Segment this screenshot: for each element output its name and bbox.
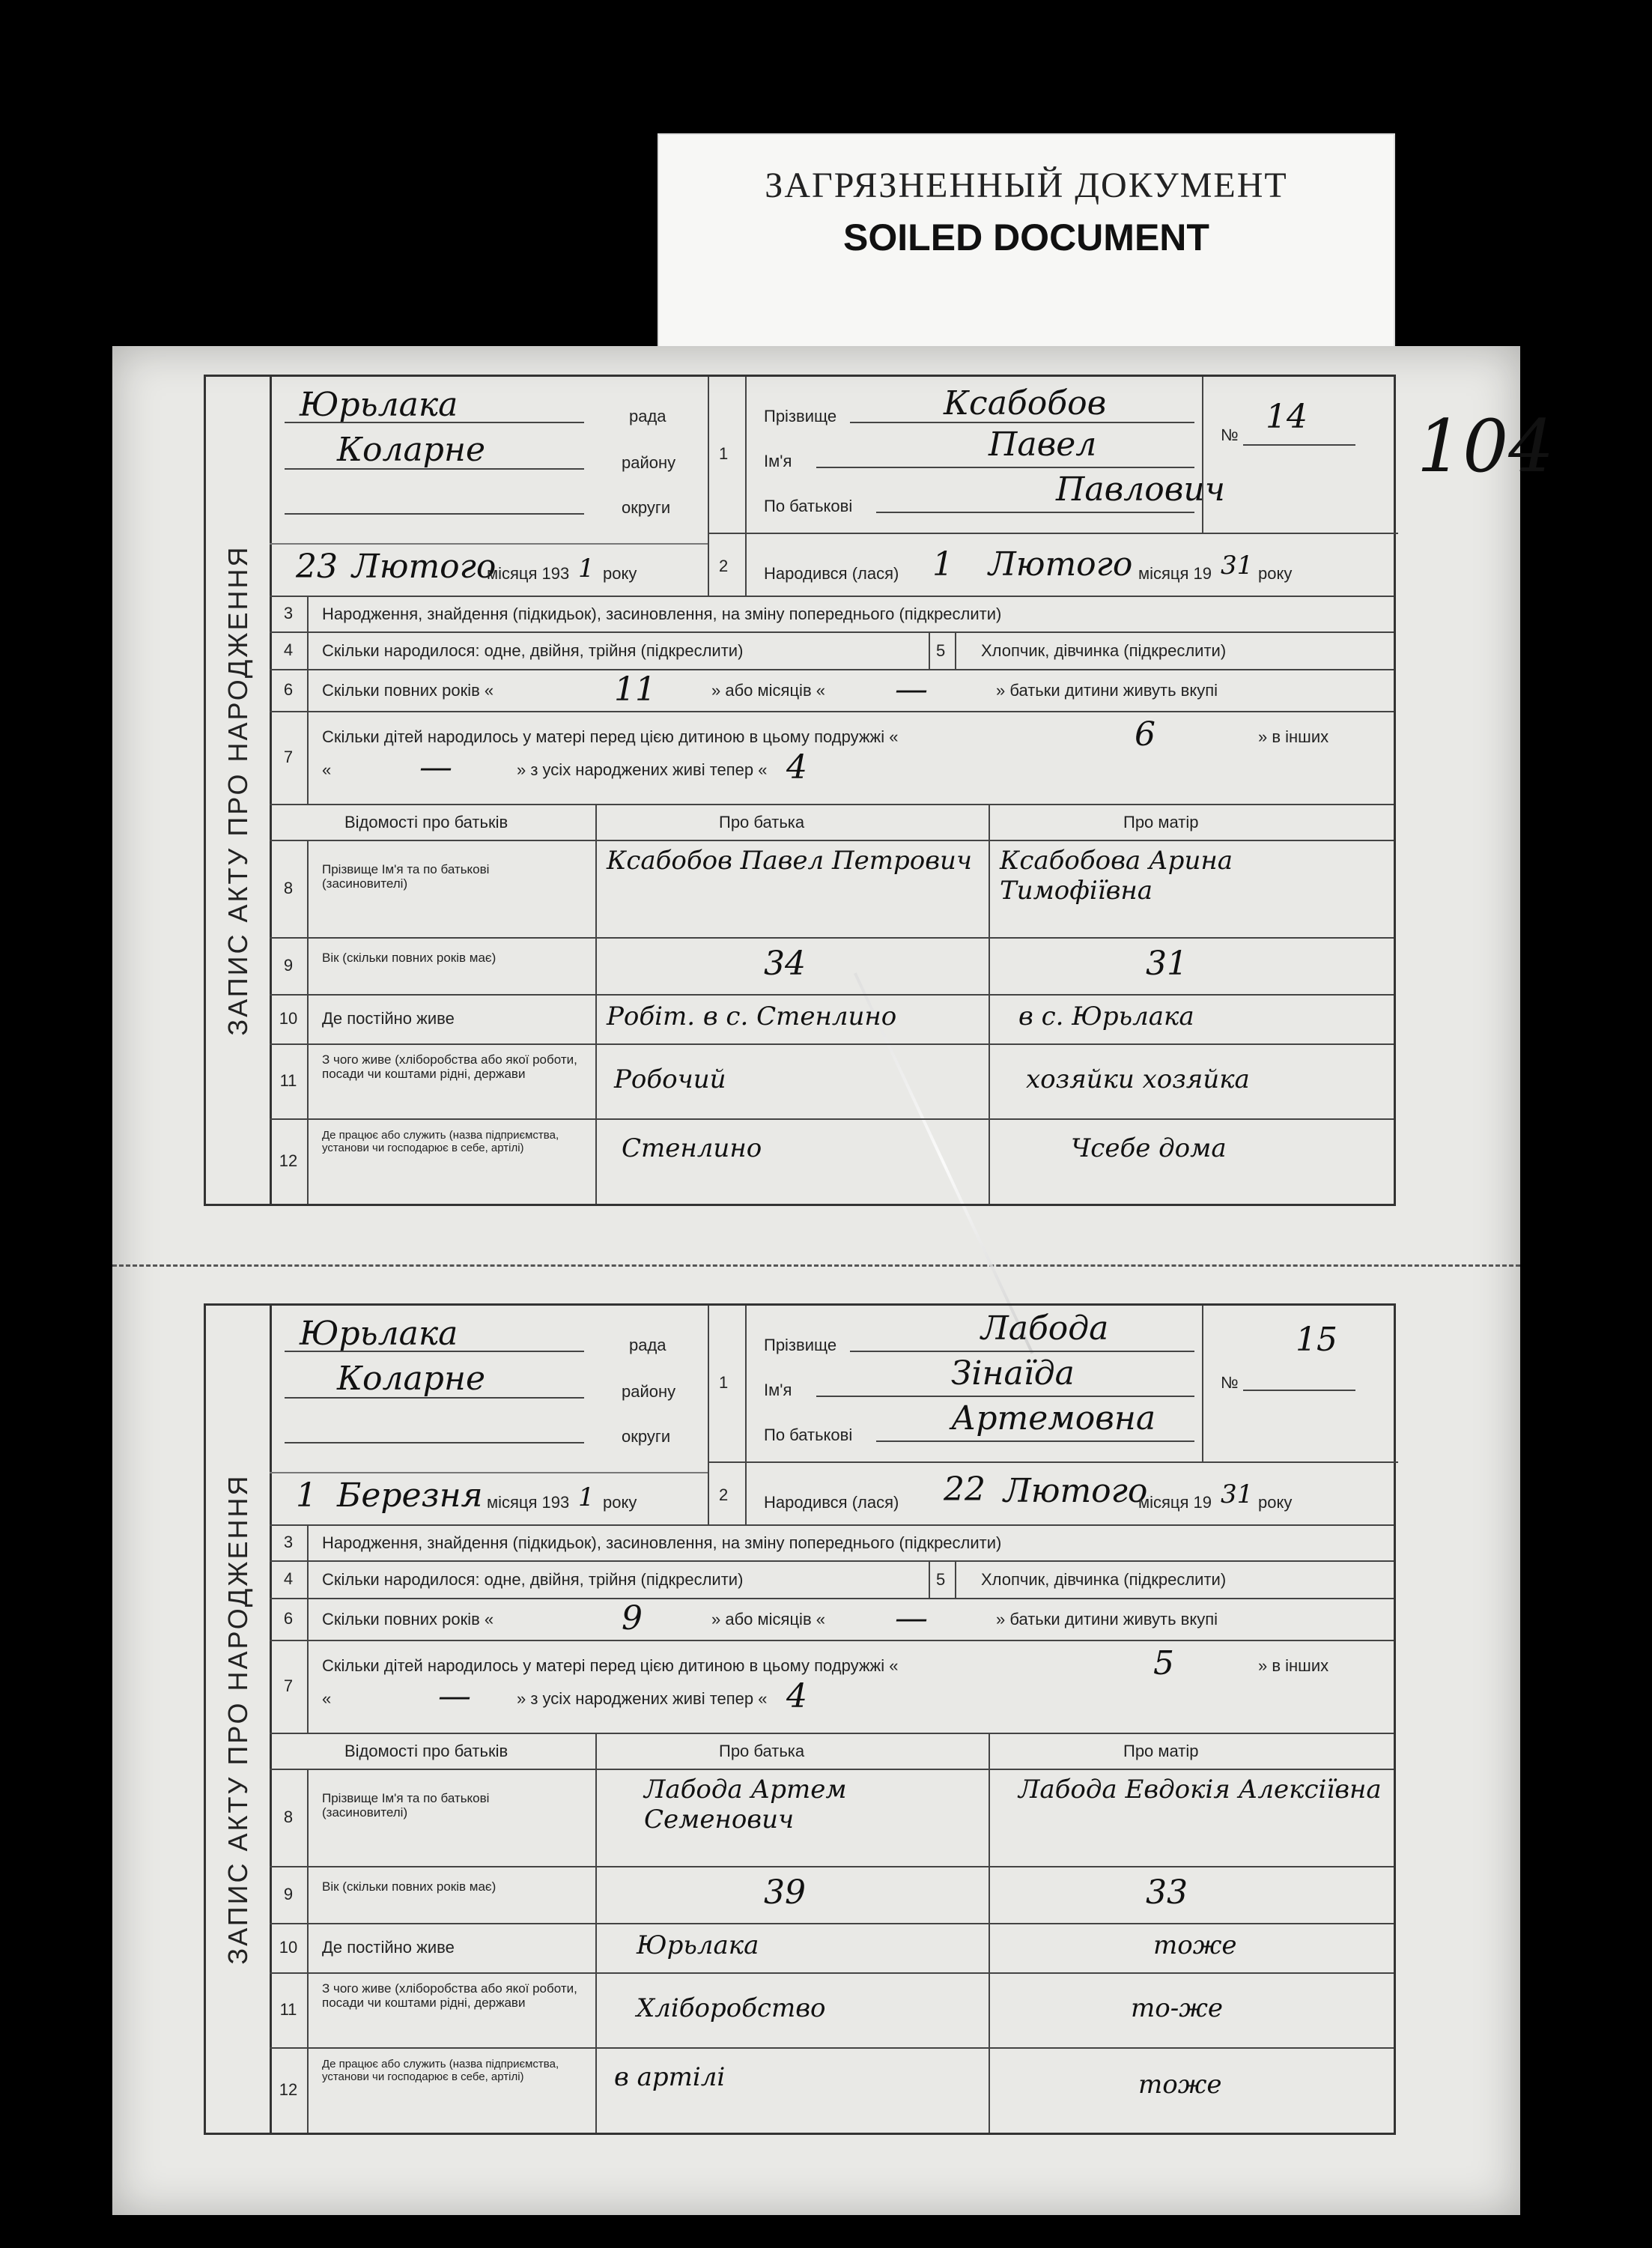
parents-row-11: 11 З чого живе (хліборобства або якої роботи, посади чи коштами рідні, держави Хліборобство то-же <box>270 1972 1394 2049</box>
name-label: Ім'я <box>764 452 792 470</box>
form-header: Юрьлака рада Коларне району округи 23 Лютого місяця 193 1 року 1 2 Прізвище Ксабобов Ім'я Павел По батькові Павлович № 14 Народився (лася) 1 Лютого місяця 19 31 року <box>270 377 1394 597</box>
name-label: Ім'я <box>764 1381 792 1399</box>
born-year: 31 <box>1221 1479 1254 1509</box>
born-label: Народився (лася) <box>764 1493 899 1512</box>
surname-label: Прізвище <box>764 407 837 425</box>
child-surname: Лабода <box>981 1309 1109 1348</box>
born-year-label: року <box>1258 564 1293 583</box>
rada-label: рада <box>629 407 666 425</box>
parents-row-9: 9 Вік (скільки повних років має) 34 31 <box>270 937 1394 996</box>
form-header: Юрьлака рада Коларне району округи 1 Березня місяця 193 1 року 1 2 Прізвище Лабода Ім'я Зінаїда По батькові Артемовна № 15 Народився (лася) 22 Лютого місяця 19 31 року <box>270 1306 1394 1526</box>
raion-label: району <box>622 1382 676 1401</box>
parents-row-12: 12 Де працює або служить (назва підприємства, установи чи господарює в себе, артілі) Стенлино Чсебе дома <box>270 1118 1394 1204</box>
parents-row-9: 9 Вік (скільки повних років має) 39 33 <box>270 1866 1394 1924</box>
born-day: 1 <box>932 545 953 584</box>
okrug-label: округи <box>622 498 671 517</box>
birth-record-form-2 <box>204 1303 1396 2135</box>
registration-year: 1 <box>578 554 595 584</box>
parents-row-12: 12 Де працює або служить (назва підприємства, установи чи господарює в себе, артілі) в артілі тоже <box>270 2047 1394 2133</box>
registration-year: 1 <box>578 1482 595 1512</box>
soiled-document-label <box>658 133 1395 358</box>
born-year-label: року <box>1258 1493 1293 1512</box>
patronymic-label: По батькові <box>764 1426 853 1444</box>
registration-month: Лютого <box>352 548 496 586</box>
parents-header: Відомості про батьків Про батька Про матір <box>270 804 1394 841</box>
child-name: Зінаїда <box>951 1354 1075 1393</box>
record-number: 15 <box>1296 1321 1337 1359</box>
parents-row-8: 8 Прізвище Ім'я та по батькові (засиновителі) Ксабобов Павел Петрович Ксабобова Арина Тимофіївна <box>270 840 1394 939</box>
label-text-russian: ЗАГРЯЗНЕННЫЙ ДОКУМЕНТ <box>765 166 1288 205</box>
parents-row-10: 10 Де постійно живе Робіт. в с. Стенлино в с. Юрьлака <box>270 994 1394 1045</box>
born-label: Народився (лася) <box>764 564 899 583</box>
registration-year-label: року <box>603 1493 637 1512</box>
record-number: 14 <box>1266 398 1308 436</box>
form-side-title: ЗАПИС АКТУ ПРО НАРОДЖЕННЯ <box>206 1306 272 2133</box>
archive-page-number: 104 <box>1417 405 1555 488</box>
birth-record-form-1 <box>204 375 1396 1206</box>
child-patronymic: Павлович <box>1056 470 1226 509</box>
parents-row-8: 8 Прізвище Ім'я та по батькові (засиновителі) Лабода Артем Семенович Лабода Евдокія Алексіївна <box>270 1769 1394 1867</box>
rada-value: Юрьлака <box>300 1315 458 1353</box>
registration-day: 1 <box>296 1476 317 1515</box>
row-7: 7 Скільки дітей народилось у матері перед цією дитиною в цьому подружжі « 6 » в інших « — » з усіх народжених живі тепер « 4 <box>270 711 1394 805</box>
form-side-title: ЗАПИС АКТУ ПРО НАРОДЖЕННЯ <box>206 377 272 1204</box>
child-name: Павел <box>989 425 1097 464</box>
patronymic-label: По батькові <box>764 497 853 515</box>
rada-value: Юрьлака <box>300 386 458 424</box>
parents-header: Відомості про батьків Про батька Про матір <box>270 1733 1394 1770</box>
row-4-5: 4 Скільки народилося: одне, двійня, трійня (підкреслити) 5 Хлопчик, дівчинка (підкреслити) <box>270 631 1394 670</box>
registration-year-label: року <box>603 564 637 583</box>
row-3: 3 Народження, знайдення (підкидьок), засиновлення, на зміну попереднього (підкреслити) <box>270 596 1394 633</box>
registration-day: 23 <box>296 548 338 586</box>
registration-month: Березня <box>337 1476 483 1515</box>
born-year: 31 <box>1221 551 1254 581</box>
born-month-label: місяця 19 <box>1138 1493 1212 1512</box>
parents-row-10: 10 Де постійно живе Юрьлака тоже <box>270 1923 1394 1974</box>
born-month-label: місяця 19 <box>1138 564 1212 583</box>
okrug-label: округи <box>622 1427 671 1446</box>
surname-label: Прізвище <box>764 1336 837 1354</box>
raion-label: району <box>622 453 676 472</box>
row-6: 6 Скільки повних років « 9 » або місяців « — » батьки дитини живуть вкупі <box>270 1598 1394 1641</box>
row-3: 3 Народження, знайдення (підкидьок), засиновлення, на зміну попереднього (підкреслити) <box>270 1524 1394 1562</box>
row-4-5: 4 Скільки народилося: одне, двійня, трійня (підкреслити) 5 Хлопчик, дівчинка (підкреслити) <box>270 1560 1394 1599</box>
child-patronymic: Артемовна <box>951 1399 1156 1437</box>
raion-value: Коларне <box>337 431 485 469</box>
registration-month-label: місяця 193 <box>487 1493 570 1512</box>
fold-line <box>112 1264 1520 1270</box>
rada-label: рада <box>629 1336 666 1354</box>
row-6: 6 Скільки повних років « 11 » або місяців « — » батьки дитини живуть вкупі <box>270 669 1394 712</box>
raion-value: Коларне <box>337 1360 485 1398</box>
born-month: Лютого <box>1003 1472 1148 1510</box>
born-day: 22 <box>944 1470 986 1509</box>
parents-row-11: 11 З чого живе (хліборобства або якої роботи, посади чи коштами рідні, держави Робочий хозяйки хозяйка <box>270 1043 1394 1120</box>
born-month: Лютого <box>989 545 1133 584</box>
row-7: 7 Скільки дітей народилось у матері перед цією дитиною в цьому подружжі « 5 » в інших « — » з усіх народжених живі тепер « 4 <box>270 1640 1394 1734</box>
registration-month-label: місяця 193 <box>487 564 570 583</box>
label-text-english: SOILED DOCUMENT <box>843 216 1209 258</box>
child-surname: Ксабобов <box>944 384 1107 422</box>
